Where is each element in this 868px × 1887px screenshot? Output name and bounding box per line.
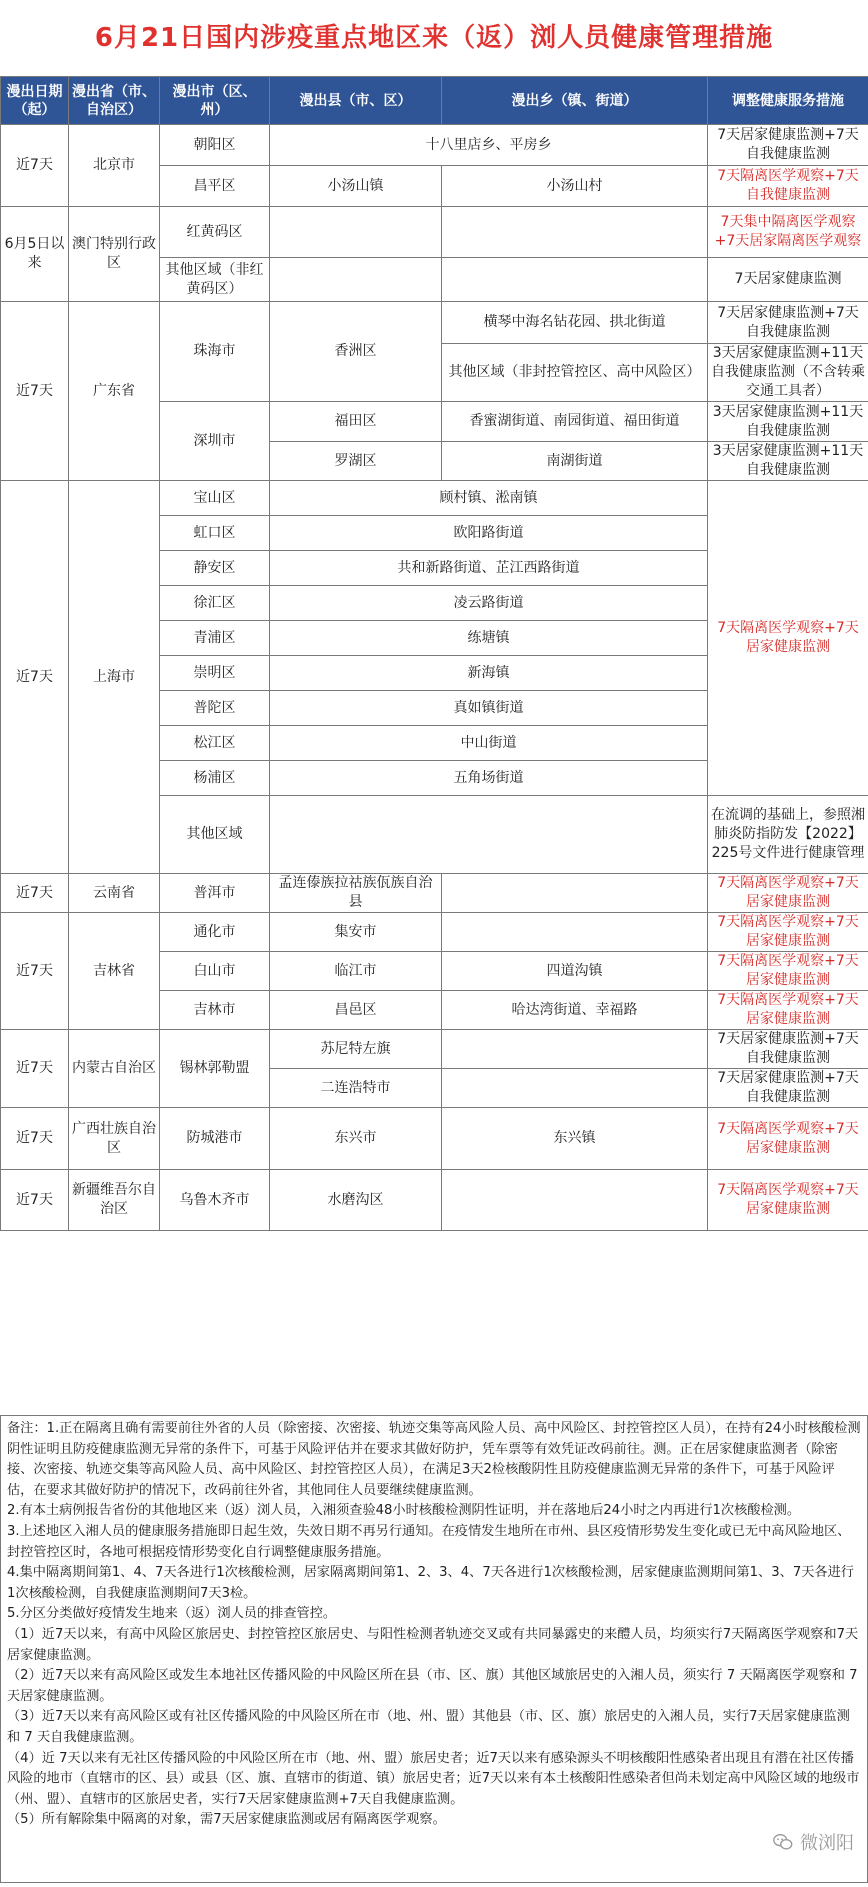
cell-city: 徐汇区 bbox=[160, 586, 270, 621]
cell-county: 集安市 bbox=[270, 913, 442, 952]
cell-measure: 3天居家健康监测+11天自我健康监测（不含转乘交通工具者） bbox=[708, 344, 868, 402]
cell-measure: 7天隔离医学观察+7天居家健康监测 bbox=[708, 1170, 868, 1231]
cell-city: 通化市 bbox=[160, 913, 270, 952]
cell-town: 新海镇 bbox=[270, 656, 708, 691]
cell-measure: 7天居家健康监测+7天自我健康监测 bbox=[708, 1069, 868, 1108]
note-paragraph: 3.上述地区入湘人员的健康服务措施即日起生效，失效日期不再另行通知。在疫情发生地所在市州、县区疫情形势发生变化或已无中高风险地区、封控管控区时，各地可根据疫情形势变化自行调整健康服务措施。 bbox=[7, 1523, 851, 1560]
cell-county: 二连浩特市 bbox=[270, 1069, 442, 1108]
table-row bbox=[1, 207, 868, 258]
cell-county: 罗湖区 bbox=[270, 442, 442, 481]
cell-town: 五角场街道 bbox=[270, 761, 708, 796]
cell-town bbox=[442, 1069, 708, 1108]
header-town: 漫出乡（镇、街道） bbox=[442, 77, 708, 125]
watermark bbox=[768, 1827, 858, 1857]
cell-measure: 7天隔离医学观察+7天居家健康监测 bbox=[708, 1108, 868, 1170]
cell-province: 内蒙古自治区 bbox=[69, 1030, 160, 1108]
cell-city: 松江区 bbox=[160, 726, 270, 761]
cell-city: 朝阳区 bbox=[160, 125, 270, 166]
note-paragraph: 4.集中隔离期间第1、4、7天各进行1次核酸检测，居家隔离期间第1、2、3、4、7天各进行1次核酸检测，居家健康监测期间第1、3、7天各进行1次核酸检测，自我健康监测期间7天3检。 bbox=[7, 1565, 854, 1601]
note-paragraph: （1）近7天以来，有高中风险区旅居史、封控管控区旅居史、与阳性检测者轨迹交叉或有共同暴露史的来醴人员，均须实行7天隔离医学观察和7天居家健康监测。 bbox=[7, 1626, 859, 1663]
cell-county bbox=[270, 258, 442, 302]
note-paragraph: （5）所有解除集中隔离的对象，需7天居家健康监测或居有隔离医学观察。 bbox=[7, 1812, 446, 1828]
cell-city: 杨浦区 bbox=[160, 761, 270, 796]
cell-city: 普陀区 bbox=[160, 691, 270, 726]
cell-city: 乌鲁木齐市 bbox=[160, 1170, 270, 1231]
cell-town bbox=[442, 258, 708, 302]
cell-measure: 3天居家健康监测+11天自我健康监测 bbox=[708, 402, 868, 442]
cell-measure: 7天隔离医学观察+7天居家健康监测 bbox=[708, 952, 868, 991]
note-paragraph: 备注：1.正在隔离且确有需要前往外省的人员（除密接、次密接、轨迹交集等高风险人员、高中风险区、封控管控区人员），在持有24小时核酸检测阴性证明且防疫健康监测无异常的条件下，可基于风险评估并在要求其做好防护，凭车票等有效凭证改码前往。测。正在居家健康监测者（除密接、次密接、轨迹交集等高风险人员、高中风险区、封控管控区人员），在满足3天2检核酸阴性且防疫健康监测无异常的条件下，可基于风险评估，在要求其做好防护的情况下，改码前往外省，其他同住人员要继续健康监测。 bbox=[7, 1421, 861, 1498]
page-title: 6月21日国内涉疫重点地区来（返）浏人员健康管理措施 bbox=[94, 23, 774, 53]
cell-date: 近7天 bbox=[1, 481, 69, 874]
cell-town bbox=[442, 207, 708, 258]
note-paragraph: （3）近7天以来有高风险区或有社区传播风险的中风险区所在市（地、州、盟）其他县（市、区、旗）旅居史的入湘人员，实行7天居家健康监测和 7 天自我健康监测。 bbox=[7, 1709, 850, 1745]
cell-province: 云南省 bbox=[69, 874, 160, 913]
table-row bbox=[1, 874, 868, 913]
cell-county: 福田区 bbox=[270, 402, 442, 442]
table-row bbox=[1, 1108, 868, 1170]
cell-town bbox=[442, 1030, 708, 1069]
cell-town: 香蜜湖街道、南园街道、福田街道 bbox=[442, 402, 708, 442]
cell-county: 苏尼特左旗 bbox=[270, 1030, 442, 1069]
cell-town: 南湖街道 bbox=[442, 442, 708, 481]
cell-measure: 7天隔离医学观察+7天居家健康监测 bbox=[708, 991, 868, 1030]
cell-town: 哈达湾街道、幸福路 bbox=[442, 991, 708, 1030]
cell-measure: 7天居家健康监测+7天自我健康监测 bbox=[708, 125, 868, 166]
header-county: 漫出县（市、区） bbox=[270, 77, 442, 125]
cell-date: 近7天 bbox=[1, 1170, 69, 1231]
cell-town: 练塘镇 bbox=[270, 621, 708, 656]
cell-province: 吉林省 bbox=[69, 913, 160, 1030]
header-city: 漫出市（区、州） bbox=[160, 77, 270, 125]
cell-county: 水磨沟区 bbox=[270, 1170, 442, 1231]
cell-measure: 3天居家健康监测+11天自我健康监测 bbox=[708, 442, 868, 481]
cell-date: 6月5日以来 bbox=[1, 207, 69, 302]
cell-town: 横琴中海名钻花园、拱北街道 bbox=[442, 302, 708, 344]
cell-measure: 7天居家健康监测+7天自我健康监测 bbox=[708, 302, 868, 344]
cell-county: 临江市 bbox=[270, 952, 442, 991]
cell-county: 孟连傣族拉祜族佤族自治县 bbox=[270, 874, 442, 913]
cell-city: 防城港市 bbox=[160, 1108, 270, 1170]
cell-city: 其他区域（非红黄码区） bbox=[160, 258, 270, 302]
cell-province: 上海市 bbox=[69, 481, 160, 874]
cell-town bbox=[270, 796, 708, 874]
cell-town: 顾村镇、淞南镇 bbox=[270, 481, 708, 516]
cell-town: 欧阳路街道 bbox=[270, 516, 708, 551]
cell-city: 其他区域 bbox=[160, 796, 270, 874]
cell-city: 静安区 bbox=[160, 551, 270, 586]
cell-province: 广东省 bbox=[69, 302, 160, 481]
cell-measure: 7天居家健康监测 bbox=[708, 258, 868, 302]
cell-city: 白山市 bbox=[160, 952, 270, 991]
cell-city: 昌平区 bbox=[160, 166, 270, 207]
cell-city: 红黄码区 bbox=[160, 207, 270, 258]
table-header-row bbox=[1, 77, 868, 125]
cell-date: 近7天 bbox=[1, 1108, 69, 1170]
cell-town bbox=[442, 1170, 708, 1231]
cell-measure: 7天隔离医学观察+7天居家健康监测 bbox=[708, 874, 868, 913]
cell-province: 广西壮族自治区 bbox=[69, 1108, 160, 1170]
cell-county bbox=[270, 207, 442, 258]
cell-city: 宝山区 bbox=[160, 481, 270, 516]
cell-town bbox=[442, 913, 708, 952]
cell-city: 锡林郭勒盟 bbox=[160, 1030, 270, 1108]
note-paragraph: 2.有本土病例报告省份的其他地区来（返）浏人员，入湘须查验48小时核酸检测阴性证明，并在落地后24小时之内再进行1次核酸检测。 bbox=[7, 1503, 801, 1519]
cell-measure: 7天隔离医学观察+7天居家健康监测 bbox=[708, 481, 868, 796]
cell-date: 近7天 bbox=[1, 302, 69, 481]
header-date: 漫出日期（起） bbox=[1, 77, 69, 125]
cell-city: 虹口区 bbox=[160, 516, 270, 551]
header-measure: 调整健康服务措施 bbox=[708, 77, 868, 125]
wechat-icon bbox=[772, 1831, 794, 1853]
cell-town: 十八里店乡、平房乡 bbox=[270, 125, 708, 166]
cell-measure: 7天居家健康监测+7天自我健康监测 bbox=[708, 1030, 868, 1069]
note-paragraph: 5.分区分类做好疫情发生地来（返）浏人员的排查管控。 bbox=[7, 1606, 337, 1622]
cell-town: 其他区域（非封控管控区、高中风险区） bbox=[442, 344, 708, 402]
cell-province: 澳门特别行政区 bbox=[69, 207, 160, 302]
cell-city: 青浦区 bbox=[160, 621, 270, 656]
cell-town: 东兴镇 bbox=[442, 1108, 708, 1170]
cell-county: 小汤山镇 bbox=[270, 166, 442, 207]
watermark-text: 微浏阳 bbox=[800, 1833, 854, 1854]
table-row bbox=[1, 1030, 868, 1069]
cell-city: 珠海市 bbox=[160, 302, 270, 402]
cell-town: 四道沟镇 bbox=[442, 952, 708, 991]
header-province: 漫出省（市、自治区） bbox=[69, 77, 160, 125]
cell-date: 近7天 bbox=[1, 125, 69, 207]
table-row bbox=[1, 481, 868, 516]
measures-table bbox=[0, 76, 868, 1231]
cell-town: 中山街道 bbox=[270, 726, 708, 761]
cell-town: 共和新路街道、芷江西路街道 bbox=[270, 551, 708, 586]
table-row bbox=[1, 1170, 868, 1231]
cell-city: 崇明区 bbox=[160, 656, 270, 691]
cell-date: 近7天 bbox=[1, 874, 69, 913]
cell-city: 吉林市 bbox=[160, 991, 270, 1030]
cell-province: 新疆维吾尔自治区 bbox=[69, 1170, 160, 1231]
cell-town: 凌云路街道 bbox=[270, 586, 708, 621]
cell-measure: 在流调的基础上，参照湘肺炎防指防发【2022】225号文件进行健康管理 bbox=[708, 796, 868, 874]
note-paragraph: （2）近7天以来有高风险区或发生本地社区传播风险的中风险区所在县（市、区、旗）其他区域旅居史的入湘人员，须实行 7 天隔离医学观察和 7 天居家健康监测。 bbox=[7, 1668, 858, 1704]
cell-measure: 7天集中隔离医学观察+7天居家隔离医学观察 bbox=[708, 207, 868, 258]
cell-town: 小汤山村 bbox=[442, 166, 708, 207]
table-row bbox=[1, 125, 868, 166]
table-row bbox=[1, 913, 868, 952]
table-row bbox=[1, 302, 868, 344]
note-paragraph: （4）近 7天以来有无社区传播风险的中风险区所在市（地、州、盟）旅居史者；近7天以来有感染源头不明核酸阳性感染者出现且有潜在社区传播风险的地市（直辖市的区、县）或县（区、旗、直辖市的街道、镇）旅居史者；近7天以来有本土核酸阳性感染者但尚未划定高中风险区域的地级市（州、盟）、直辖市的区旅居史者，实行7天居家健康监测+7天自我健康监测。 bbox=[7, 1750, 860, 1807]
cell-date: 近7天 bbox=[1, 913, 69, 1030]
cell-town bbox=[442, 874, 708, 913]
cell-town: 真如镇街道 bbox=[270, 691, 708, 726]
cell-city: 深圳市 bbox=[160, 402, 270, 481]
cell-measure: 7天隔离医学观察+7天居家健康监测 bbox=[708, 913, 868, 952]
cell-county: 昌邑区 bbox=[270, 991, 442, 1030]
cell-province: 北京市 bbox=[69, 125, 160, 207]
cell-city: 普洱市 bbox=[160, 874, 270, 913]
cell-county: 东兴市 bbox=[270, 1108, 442, 1170]
cell-date: 近7天 bbox=[1, 1030, 69, 1108]
cell-measure: 7天隔离医学观察+7天自我健康监测 bbox=[708, 166, 868, 207]
notes-section bbox=[0, 1415, 868, 1883]
cell-county: 香洲区 bbox=[270, 302, 442, 402]
